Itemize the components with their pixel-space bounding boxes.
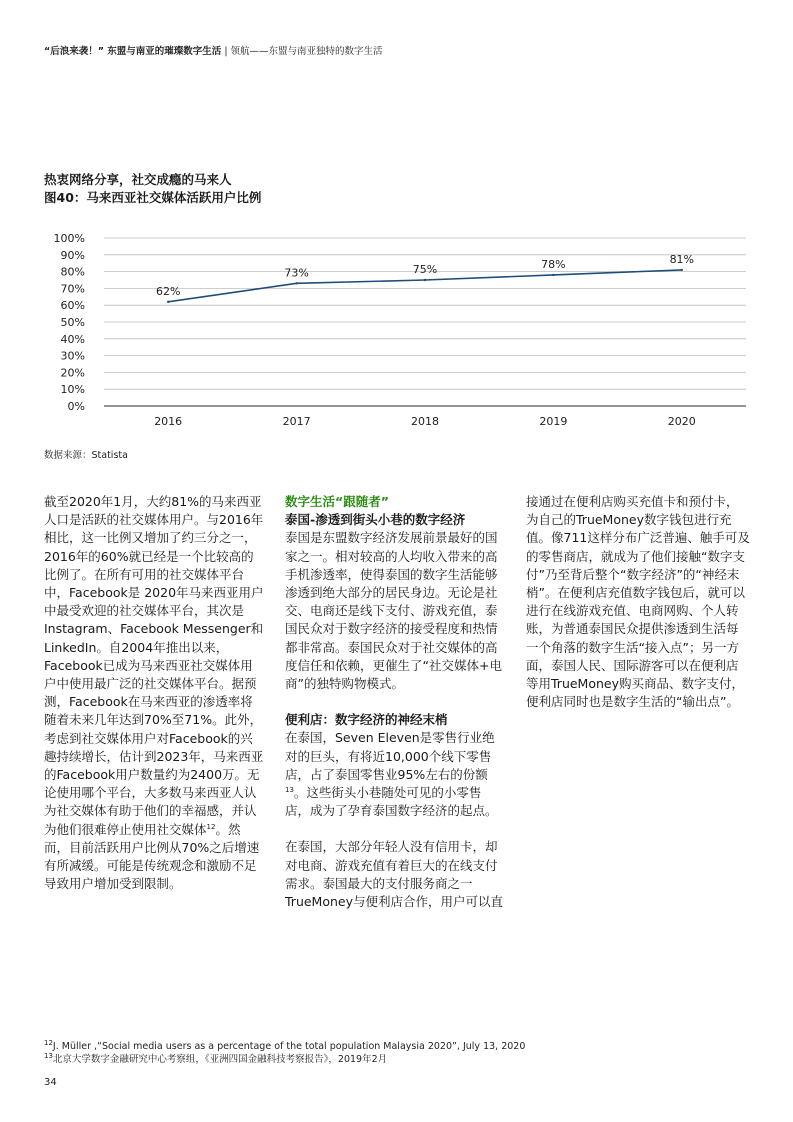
data-label: 73% (284, 266, 309, 280)
text-column-2 (285, 493, 505, 911)
paragraph (285, 729, 505, 820)
text-column-3 (526, 493, 750, 711)
y-tick-label: 70% (60, 282, 85, 296)
line-chart (44, 228, 754, 438)
data-point (295, 282, 297, 284)
text-column-1 (44, 493, 264, 893)
running-header (44, 43, 383, 57)
figure-title: 图40：马来西亚社交媒体活跃用户比例 (44, 190, 262, 205)
x-tick-label: 2018 (411, 415, 439, 428)
data-point (552, 274, 554, 276)
section-kicker: 数字生活“跟随者” (285, 494, 389, 509)
y-tick-label: 10% (60, 383, 85, 397)
footnotes (44, 1040, 525, 1066)
page-number: 34 (44, 1077, 57, 1088)
subsection-heading: 便利店：数字经济的神经末梢 (285, 712, 448, 728)
header-report-title: “后浪来袭！” 东盟与南亚的璀璨数字生活 (44, 46, 222, 57)
footnote-ref-13: 13 (285, 785, 294, 794)
y-tick-label: 50% (60, 316, 85, 329)
x-tick-label: 2020 (667, 415, 696, 428)
paragraph-text: 在泰国，Seven Eleven是零售行业绝对的巨头，有将近10,000个线下零售店，占了泰国零售业95%左右的份额 (285, 730, 495, 782)
y-tick-label: 100% (53, 232, 85, 245)
header-separator: | (221, 46, 231, 57)
figure-source: 数据来源：Statista (44, 450, 128, 461)
y-tick-label: 30% (60, 349, 85, 363)
y-tick-label: 90% (60, 248, 85, 262)
paragraph: 在泰国，大部分年轻人没有信用卡，却对电商、游戏充值有着巨大的在线支付需求。泰国最大的支付服务商之一TrueMoney与便利店合作，用户可以直 (285, 839, 503, 910)
data-point (681, 269, 683, 271)
data-label: 78% (541, 257, 566, 271)
paragraph (44, 493, 264, 893)
y-tick-label: 60% (60, 299, 85, 313)
x-tick-label: 2019 (539, 415, 568, 428)
x-tick-label: 2017 (282, 415, 311, 428)
section-heading: 泰国-渗透到街头小巷的数字经济 (285, 512, 466, 528)
footnote-13: $^{13}$北京大学数字金融研究中心考察组，《亚洲四国金融科技考察报告》，2019年2月 (44, 1051, 388, 1065)
paragraph-text-end: 。这些街头小巷随处可见的小零售店，成为了孕育泰国数字经济的起点。 (285, 785, 498, 819)
y-tick-label: 40% (60, 332, 85, 346)
paragraph: 接通过在便利店购买充值卡和预付卡，为自己的TrueMoney数字钱包进行充值。像711这样分布广泛普遍、触手可及的零售商店，就成为了他们接触“数字支付”乃至背后整个“数字经济”的“神经末梢”。在便利店充值数字钱包后，就可以进行在线游戏充值、电商网购、个人转账，为普通泰国民众提供渗透到生活每一个角落的数字生活“接入点”；另一方面，泰国人民、国际游客可以在便利店等用TrueMoney购买商品、数字支付，便利店同时也是数字生活的“输出点”。 (526, 494, 750, 710)
y-tick-label: 80% (60, 265, 85, 279)
x-tick-label: 2016 (154, 415, 183, 428)
header-section: 领航——东盟与南亚独特的数字生活 (230, 46, 383, 57)
footnote-ref-12: 12 (206, 822, 216, 831)
data-label: 62% (155, 284, 181, 298)
data-point (424, 279, 426, 281)
paragraph-text-end: 。然而，目前活跃用户比例从70%之后增速有所减缓。可能是传统观念和激励不足导致用户增加受到限制。 (44, 821, 260, 892)
footnote-12: $^{12}$J. Müller ,“Social media users as a percentage of the total population Malaysia 2020”, July 13, 2020 (44, 1038, 526, 1052)
paragraph-text: 截至2020年1月，大约81%的马来西亚人口是活跃的社交媒体用户。与2016年相比，这一比例又增加了约三分之一，2016年的60%就已经是一个比较高的比例了。在所有可用的社交媒体平台中，Facebook是 2020年马来西亚用户中最受欢迎的社交媒体平台，其次是Instagram、Facebook Messenger和LinkedIn。自2004年推出以来，Facebook已成为马来西亚社交媒体用户中使用最广泛的社交媒体平台。据预测，Facebook在马来西亚的渗透率将随着未来几年达到70%至71%。此外，考虑到社交媒体用户对Facebook的兴趣持续增长，估计到2023年，马来西亚的Facebook用户数量约为2400万。无论使用哪个平台，大多数马来西亚人认为社交媒体有助于他们的幸福感，并认为他们很难停止使用社交媒体 (44, 494, 264, 837)
data-point (167, 301, 169, 303)
y-tick-label: 0% (67, 400, 85, 413)
paragraph: 泰国是东盟数字经济发展前景最好的国家之一。相对较高的人均收入带来的高手机渗透率，使得泰国的数字生活能够渗透到绝大部分的居民身边。无论是社交、电商还是线下支付、游戏充值，泰国民众对于数字经济的接受程度和热情都非常高。泰国民众对于社交媒体的高度信任和依赖，更催生了“社交媒体+电商”的独特购物模式。 (285, 530, 502, 692)
data-label: 81% (669, 252, 695, 266)
figure-subtitle: 热衷网络分享，社交成瘾的马来人 (44, 172, 232, 187)
data-label: 75% (412, 263, 438, 276)
y-tick-label: 20% (60, 366, 85, 380)
